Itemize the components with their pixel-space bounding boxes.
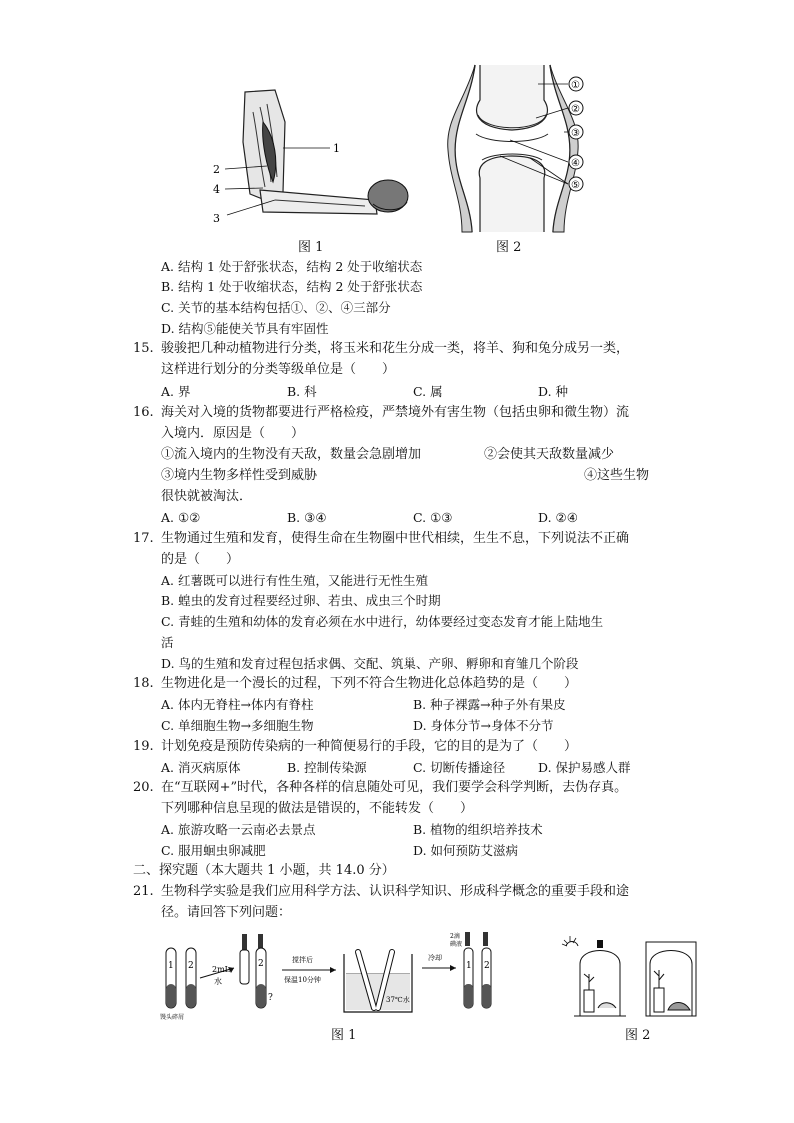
arm-figure — [205, 82, 415, 232]
tube-label-2c: 2 — [484, 961, 490, 971]
q15-stem-line2: 这样进行划分的分类等级单位是（ ） — [161, 362, 396, 377]
step1-label: 2mL — [212, 965, 230, 974]
q17-stem-line2: 的是（ ） — [161, 552, 240, 567]
q14-option-a: A. 结构 1 处于舒张状态，结构 2 处于收缩状态 — [161, 259, 423, 274]
q15-option-b: B. 科 — [287, 384, 317, 399]
q20-stem-line2: 下列哪种信息呈现的做法是错误的，不能转发（ ） — [161, 801, 474, 816]
tube-label-2b: 2 — [258, 959, 264, 969]
q19-option-a: A. 消灭病原体 — [161, 760, 241, 775]
tube-label-2a: 2 — [188, 961, 194, 971]
fig2-label-5: ⑤ — [571, 180, 580, 191]
q16-number: 16. — [133, 405, 154, 420]
fig2-caption: 图 2 — [496, 240, 522, 255]
q15-stem-line1: 骏骏把几种动植物进行分类，将玉米和花生分成一类，将羊、狗和兔分成另一类， — [161, 341, 630, 356]
q20-option-d: D. 如何预防艾滋病 — [413, 843, 519, 858]
q19-stem-line1: 计划免疫是预防传染病的一种简便易行的手段，它的目的是为了（ ） — [161, 739, 578, 754]
q17-option-b: B. 蝗虫的发育过程要经过卵、若虫、成虫三个时期 — [161, 593, 441, 608]
fig1-label-3: 3 — [213, 212, 220, 225]
q19-option-d: D. 保护易感人群 — [538, 760, 631, 775]
question-mark: ? — [268, 993, 273, 1003]
step4-iodine-label: 碘液 — [450, 941, 463, 948]
experiment-figure — [160, 928, 500, 1020]
q18-option-a: A. 体内无脊柱→体内有脊柱 — [161, 697, 314, 712]
water-bath-label: 37℃水 — [386, 996, 410, 1004]
q17-option-d: D. 鸟的生殖和发育过程包括求偶、交配、筑巢、产卵、孵卵和育雏几个阶段 — [161, 656, 579, 671]
tube-label-1c: 1 — [466, 961, 472, 971]
q17-number: 17. — [133, 531, 154, 546]
fig2-label-3: ③ — [571, 128, 580, 139]
q19-option-c: C. 切断传播途径 — [413, 760, 506, 775]
q21-stem-line1: 生物科学实验是我们应用科学方法、认识科学知识、形成科学概念的重要手段和途 — [161, 884, 630, 899]
section-heading: 二、探究题（本大题共 1 小题，共 14.0 分） — [133, 863, 395, 878]
q15-option-d: D. 种 — [538, 384, 569, 399]
fig2-label-4: ④ — [571, 158, 580, 169]
q18-option-b: B. 种子裸露→种子外有果皮 — [413, 697, 566, 712]
q20-option-a: A. 旅游攻略一云南必去景点 — [161, 822, 316, 837]
q20-number: 20. — [133, 780, 154, 795]
q21-number: 21. — [133, 884, 154, 899]
q16-statement-1: ①流入境内的生物没有天敌，数量会急剧增加 — [161, 447, 422, 462]
joint-figure — [440, 60, 600, 235]
fig1-caption: 图 1 — [298, 240, 324, 255]
q15-option-a: A. 界 — [161, 384, 191, 399]
fig2-label-1: ① — [571, 80, 580, 91]
tube-label-1a: 1 — [168, 961, 174, 971]
step2-stir-label: 搅拌后 — [292, 956, 313, 964]
q20-option-b: B. 植物的组织培养技术 — [413, 822, 543, 837]
q16-statement-3: ③境内生物多样性受到威胁 — [161, 468, 318, 483]
step4-drops-label: 2滴 — [450, 933, 460, 940]
fig1-label-2: 2 — [213, 163, 220, 176]
bell-jar-figure — [560, 930, 700, 1020]
step2-incubate-label: 保温10分钟 — [284, 976, 321, 984]
q16-statement-4: ④这些生物 — [584, 468, 650, 483]
q17-option-c-line2: 活 — [161, 635, 174, 650]
q19-number: 19. — [133, 739, 154, 754]
q20-option-c: C. 服用蛔虫卵减肥 — [161, 843, 266, 858]
fig2-label-2: ② — [571, 104, 580, 115]
q14-option-c: C. 关节的基本结构包括①、②、④三部分 — [161, 300, 391, 315]
q16-option-a: A. ①② — [161, 510, 201, 525]
q20-stem-line1: 在“互联网+”时代，各种各样的信息随处可见，我们要学会科学判断，去伪存真。 — [161, 780, 628, 795]
q15-number: 15. — [133, 341, 154, 356]
q16-option-c: C. ①③ — [413, 510, 453, 525]
fig-bottom-1-caption: 图 1 — [331, 1028, 357, 1043]
q16-stem-line2: 入境内．原因是（ ） — [161, 426, 305, 441]
q14-option-b: B. 结构 1 处于收缩状态，结构 2 处于舒张状态 — [161, 279, 423, 294]
q18-option-c: C. 单细胞生物→多细胞生物 — [161, 718, 314, 733]
q14-option-d: D. 结构⑤能使关节具有牢固性 — [161, 321, 329, 336]
q17-option-c-line1: C. 青蛙的生殖和幼体的发育必须在水中进行，幼体要经过变态发育才能上陆地生 — [161, 614, 604, 629]
q18-number: 18. — [133, 676, 154, 691]
q16-stem-line1: 海关对入境的货物都要进行严格检疫，严禁境外有害生物（包括虫卵和微生物）流 — [161, 405, 630, 420]
fig-bottom-2-caption: 图 2 — [625, 1028, 651, 1043]
q17-stem-line1: 生物通过生殖和发育，使得生命在生物圈中世代相续，生生不息，下列说法不正确 — [161, 531, 630, 546]
q17-option-a: A. 红薯既可以进行有性生殖，又能进行无性生殖 — [161, 573, 428, 588]
q16-option-d: D. ②④ — [538, 510, 578, 525]
q15-option-c: C. 属 — [413, 384, 443, 399]
q16-statement-4-cont: 很快就被淘汰． — [161, 489, 253, 504]
q16-statement-2: ②会使其天敌数量减少 — [484, 447, 615, 462]
q19-option-b: B. 控制传染源 — [287, 760, 367, 775]
fig1-label-1: 1 — [333, 142, 340, 155]
q18-option-d: D. 身体分节→身体不分节 — [413, 718, 554, 733]
sample-label: 馒头碎屑 — [160, 1014, 185, 1020]
q16-option-b: B. ③④ — [287, 510, 327, 525]
step3-label: 冷却 — [428, 954, 442, 962]
q18-stem-line1: 生物进化是一个漫长的过程，下列不符合生物进化总体趋势的是（ ） — [161, 676, 578, 691]
fig1-label-4: 4 — [213, 183, 220, 196]
q21-stem-line2: 径。请回答下列问题： — [161, 905, 292, 920]
step1-water-label: 水 — [214, 977, 222, 986]
